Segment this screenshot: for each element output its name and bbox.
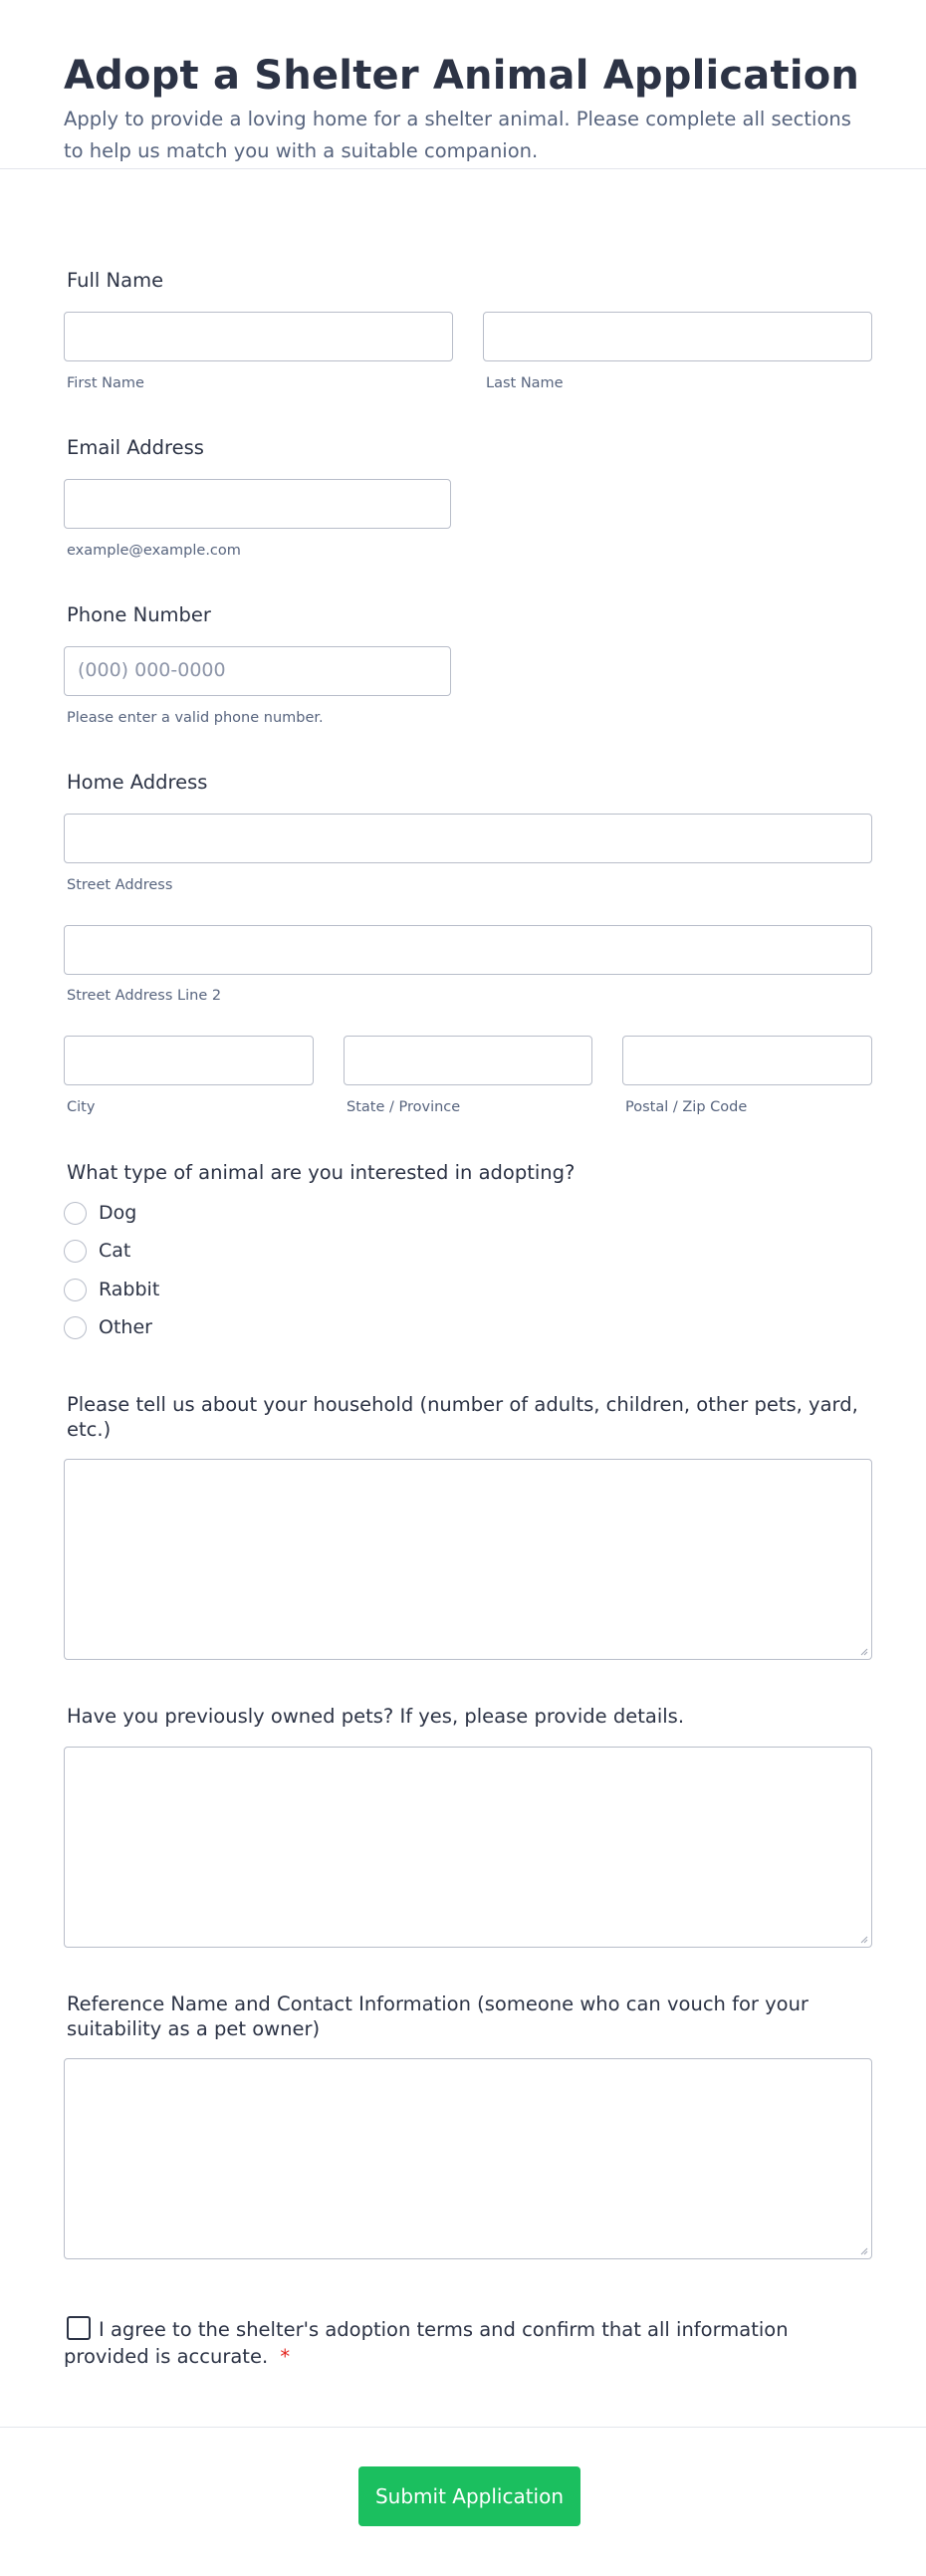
city-input[interactable]	[64, 1036, 314, 1085]
reference-field	[64, 1991, 872, 2260]
last-name-sublabel: Last Name	[486, 375, 564, 391]
last-name-input[interactable]	[483, 312, 872, 361]
radio-option-label: Other	[99, 1316, 152, 1338]
resize-handle-icon[interactable]	[858, 1934, 868, 1944]
submit-button[interactable]: Submit Application	[358, 2466, 580, 2526]
email-label: Email Address	[67, 436, 204, 459]
first-name-input[interactable]	[64, 312, 453, 361]
radio-button[interactable]	[64, 1316, 87, 1339]
phone-label: Phone Number	[67, 603, 211, 626]
reference-textarea[interactable]	[64, 2058, 872, 2259]
street-address-line2-input[interactable]	[64, 925, 872, 975]
resize-handle-icon[interactable]	[858, 2245, 868, 2255]
state-input[interactable]	[344, 1036, 592, 1085]
radio-button[interactable]	[64, 1279, 87, 1301]
address-label: Home Address	[67, 771, 208, 794]
agreement-field	[64, 2316, 872, 2376]
radio-option-dog[interactable]	[64, 1198, 136, 1228]
radio-button[interactable]	[64, 1240, 87, 1263]
phone-sublabel: Please enter a valid phone number.	[67, 710, 324, 726]
email-field	[64, 436, 872, 566]
radio-option-rabbit[interactable]	[64, 1275, 159, 1304]
form-description: Apply to provide a loving home for a shelter animal. Please complete all sections to help us match you with a suitable companion.	[64, 108, 851, 162]
street-address-input[interactable]	[64, 814, 872, 863]
radio-option-label: Dog	[99, 1202, 137, 1224]
radio-option-cat[interactable]	[64, 1236, 130, 1266]
street-address-line2-sublabel: Street Address Line 2	[67, 988, 222, 1004]
reference-label: Reference Name and Contact Information (someone who can vouch for your suitability as a pet owner)	[67, 1992, 809, 2040]
first-name-sublabel: First Name	[67, 375, 144, 391]
resize-handle-icon[interactable]	[858, 1646, 868, 1656]
form-footer	[0, 2427, 926, 2576]
household-field	[64, 1392, 872, 1661]
radio-option-label: Cat	[99, 1240, 131, 1262]
form-header	[0, 0, 926, 169]
phone-input[interactable]	[64, 646, 451, 696]
email-input[interactable]	[64, 479, 451, 529]
street-address-sublabel: Street Address	[67, 877, 173, 893]
household-textarea[interactable]	[64, 1459, 872, 1660]
zip-sublabel: Postal / Zip Code	[625, 1099, 748, 1115]
required-asterisk: *	[280, 2345, 291, 2368]
agreement-label: I agree to the shelter's adoption terms and confirm that all information provided is accurate.	[64, 2318, 789, 2368]
previous-pets-textarea[interactable]	[64, 1747, 872, 1948]
animal-type-label: What type of animal are you interested in adopting?	[67, 1161, 576, 1184]
radio-option-label: Rabbit	[99, 1279, 160, 1300]
phone-field	[64, 603, 872, 733]
zip-input[interactable]	[622, 1036, 872, 1085]
phone-placeholder: (000) 000-0000	[78, 659, 226, 681]
radio-button[interactable]	[64, 1202, 87, 1225]
radio-option-other[interactable]	[64, 1312, 152, 1342]
agreement-checkbox[interactable]	[67, 2316, 91, 2340]
address-field	[64, 771, 872, 1119]
household-label: Please tell us about your household (number of adults, children, other pets, yard, etc.)	[67, 1393, 858, 1441]
full-name-field	[64, 269, 872, 398]
form-title: Adopt a Shelter Animal Application	[64, 53, 860, 99]
email-sublabel: example@example.com	[67, 543, 241, 559]
animal-type-field	[64, 1161, 872, 1350]
full-name-label: Full Name	[67, 269, 164, 292]
state-sublabel: State / Province	[347, 1099, 461, 1115]
previous-pets-field	[64, 1705, 872, 1954]
city-sublabel: City	[67, 1099, 96, 1115]
previous-pets-label: Have you previously owned pets? If yes, please provide details.	[67, 1705, 685, 1728]
agreement-wrap	[64, 2316, 820, 2370]
